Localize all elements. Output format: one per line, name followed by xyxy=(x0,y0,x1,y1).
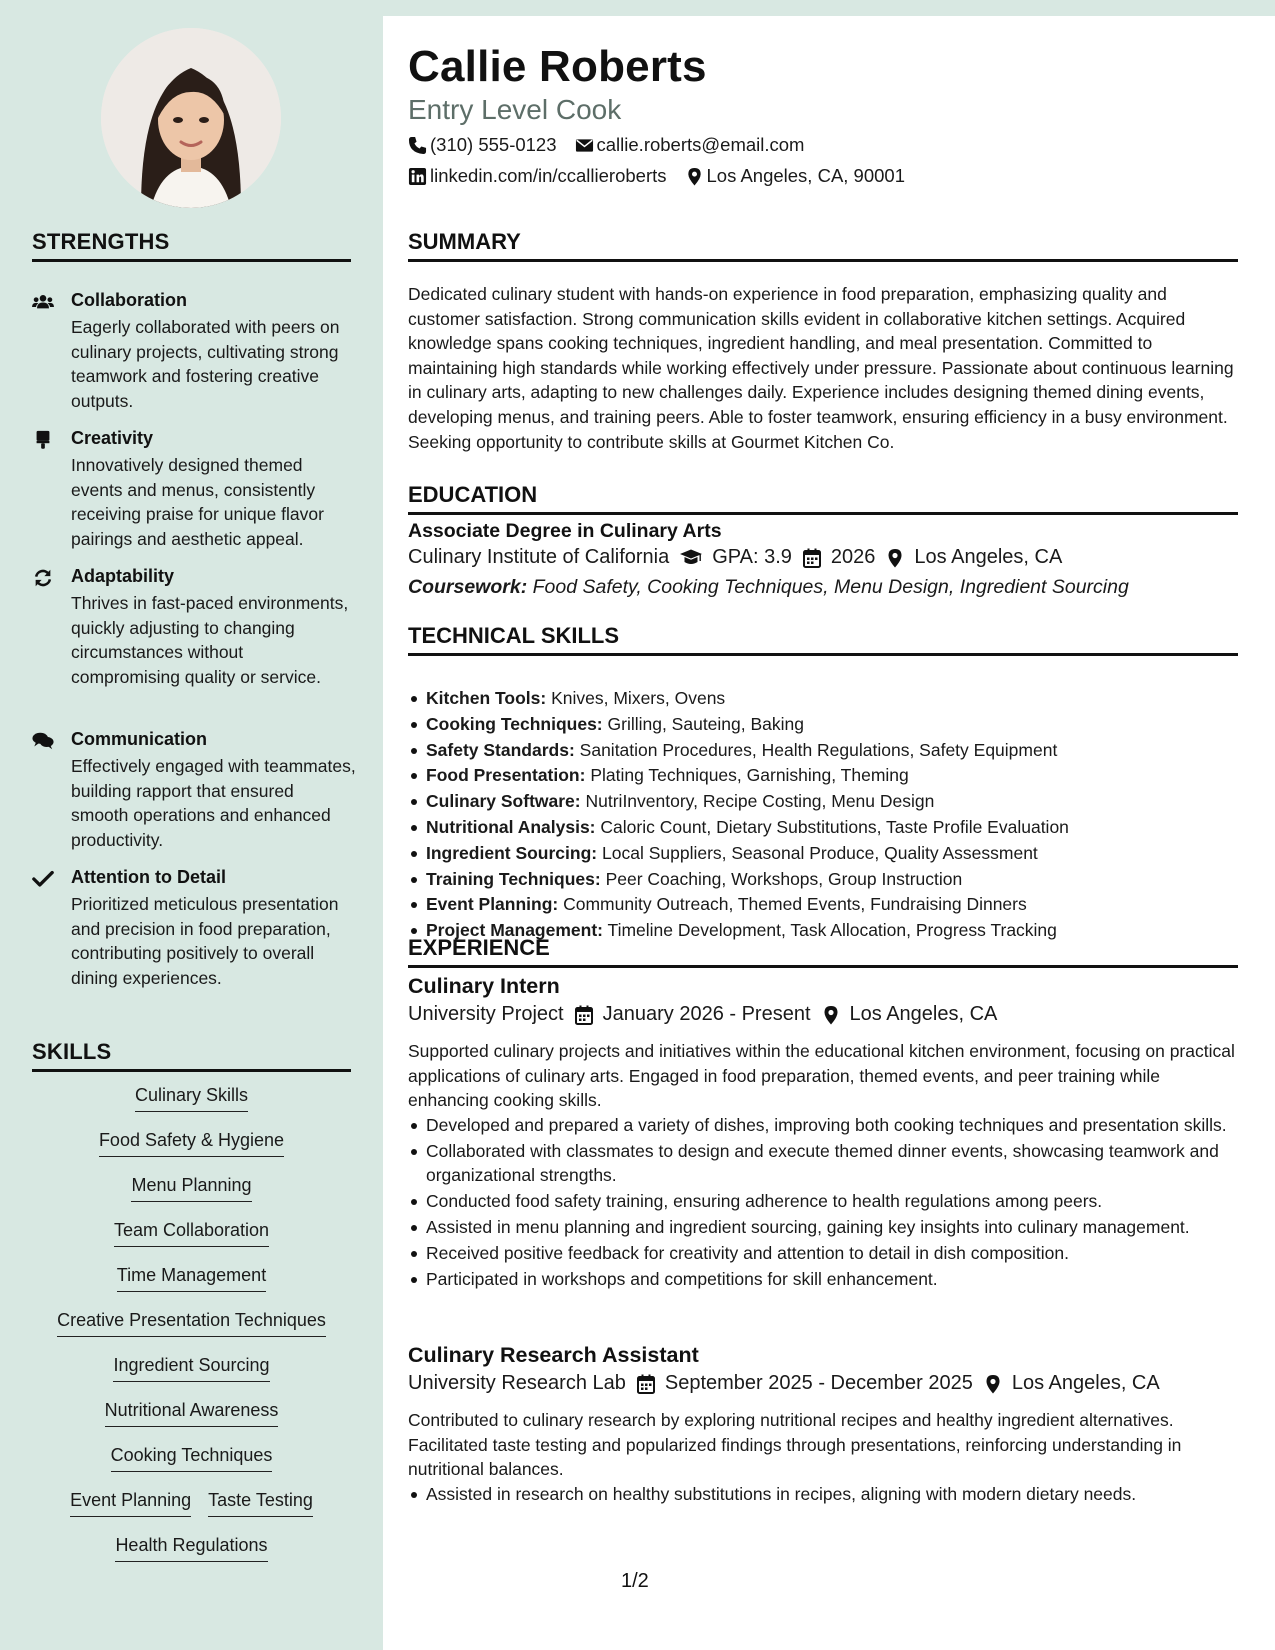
dates-item xyxy=(636,1372,973,1395)
skill-tag: Ingredient Sourcing xyxy=(113,1352,269,1382)
strength-title: Collaboration xyxy=(71,290,187,310)
users-icon xyxy=(32,292,56,312)
location-text: Los Angeles, CA, 90001 xyxy=(706,165,906,186)
linkedin-icon xyxy=(408,167,430,186)
job-meta xyxy=(408,1003,997,1026)
skill-values: Timeline Development, Task Allocation, Progress Tracking xyxy=(607,920,1057,941)
strength-description: Eagerly collaborated with peers on culinary projects, cultivating strong teamwork and fostering creative outputs. xyxy=(71,317,340,411)
location-text: Los Angeles, CA xyxy=(849,1003,998,1025)
list-item xyxy=(408,841,1238,867)
contact-row xyxy=(408,165,905,187)
profile-photo xyxy=(101,28,281,208)
list-item: Participated in workshops and competitions for skill enhancement. xyxy=(408,1267,1238,1291)
education-heading: EDUCATION xyxy=(408,482,1238,515)
job-summary: Contributed to culinary research by exploring nutritional recipes and healthy ingredient alternatives. Facilitated taste testing and popularized findings through presentations, reinforcing understanding in nutritional balances. xyxy=(408,1410,1182,1480)
strength-title: Creativity xyxy=(71,428,154,448)
skill-category: Kitchen Tools: xyxy=(426,688,547,708)
list-item xyxy=(408,789,1238,815)
technical-skills-list xyxy=(408,686,1238,944)
location-item xyxy=(983,1372,1160,1395)
dates-text: September 2025 - December 2025 xyxy=(664,1372,973,1394)
strength-description: Effectively engaged with teammates, building rapport that ensured smooth operations and enhanced productivity. xyxy=(71,756,356,850)
phone-icon xyxy=(408,136,430,155)
contact-location xyxy=(685,165,906,187)
list-item xyxy=(408,867,1238,893)
map-marker-icon xyxy=(685,167,707,186)
skill-tag: Health Regulations xyxy=(115,1532,267,1562)
comments-icon xyxy=(32,731,56,751)
sync-icon xyxy=(32,568,56,588)
technical-skills-heading: TECHNICAL SKILLS xyxy=(408,623,1238,656)
location-text: Los Angeles, CA xyxy=(914,546,1063,568)
skill-tag: Team Collaboration xyxy=(114,1217,269,1247)
skill-tag: Time Management xyxy=(117,1262,266,1292)
list-item xyxy=(408,763,1238,789)
degree-title: Associate Degree in Culinary Arts xyxy=(408,520,722,542)
gpa-item xyxy=(679,546,792,569)
graduation-cap-icon xyxy=(679,548,712,568)
list-item xyxy=(408,712,1238,738)
list-item: Developed and prepared a variety of dishes, improving both cooking techniques and presentation skills. xyxy=(408,1113,1238,1137)
skill-values: Knives, Mixers, Ovens xyxy=(551,688,726,708)
page-number: 1/2 xyxy=(621,1570,649,1592)
skill-category: Event Planning: xyxy=(426,894,559,915)
skill-category: Safety Standards: xyxy=(426,739,575,760)
skill-values: Peer Coaching, Workshops, Group Instruction xyxy=(605,868,963,889)
linkedin-link[interactable]: linkedin.com/in/ccallieroberts xyxy=(430,165,667,186)
job-title: Entry Level Cook xyxy=(408,94,622,125)
list-item xyxy=(408,892,1238,918)
summary-heading: SUMMARY xyxy=(408,229,1238,262)
school-name: Culinary Institute of California xyxy=(408,546,670,568)
job-summary: Supported culinary projects and initiatives within the educational kitchen environment, focusing on practical applications of culinary arts. Engaged in food preparation, themed events, and peer training while enhancing cooking skills. xyxy=(408,1041,1235,1111)
list-item: Received positive feedback for creativity and attention to detail in dish composition. xyxy=(408,1241,1238,1265)
envelope-icon xyxy=(575,136,597,155)
list-item: Collaborated with classmates to design and execute themed dinner events, showcasing teamwork and organizational strengths. xyxy=(408,1139,1238,1187)
location-text: Los Angeles, CA xyxy=(1011,1372,1160,1394)
skill-category: Training Techniques: xyxy=(426,868,601,889)
experience-heading: EXPERIENCE xyxy=(408,935,1238,968)
skill-tag: Creative Presentation Techniques xyxy=(57,1307,326,1337)
coursework-text: Food Safety, Cooking Techniques, Menu Design, Ingredient Sourcing xyxy=(532,576,1129,598)
skills-list xyxy=(32,1082,351,1577)
skill-category: Cooking Techniques: xyxy=(426,713,603,734)
strength-title: Adaptability xyxy=(71,566,175,586)
calendar-icon xyxy=(636,1374,665,1394)
skill-values: Local Suppliers, Seasonal Produce, Quality Assessment xyxy=(602,842,1038,863)
strength-title: Communication xyxy=(71,729,208,749)
calendar-icon xyxy=(574,1005,603,1025)
sidebar xyxy=(0,0,383,1650)
strength-description: Prioritized meticulous presentation and precision in food preparation, contributing positively to overall dining experiences. xyxy=(71,894,339,988)
skill-category: Project Management: xyxy=(426,920,603,941)
dates-text: January 2026 - Present xyxy=(602,1003,811,1025)
calendar-icon xyxy=(802,548,831,568)
organization: University Research Lab xyxy=(408,1372,626,1394)
skill-values: Grilling, Sauteing, Baking xyxy=(607,713,804,734)
strength-description: Innovatively designed themed events and menus, consistently receiving praise for unique flavor pairings and aesthetic appeal. xyxy=(71,455,324,549)
list-item xyxy=(408,686,1238,712)
skill-values: Caloric Count, Dietary Substitutions, Taste Profile Evaluation xyxy=(600,816,1069,837)
skill-category: Food Presentation: xyxy=(426,765,586,786)
strength-description: Thrives in fast-paced environments, quickly adjusting to changing circumstances without compromising quality or service. xyxy=(71,593,349,687)
skill-values: Sanitation Procedures, Health Regulations, Safety Equipment xyxy=(579,739,1058,760)
job-meta xyxy=(408,1372,1160,1395)
paint-brush-icon xyxy=(32,430,56,450)
phone-text: (310) 555-0123 xyxy=(430,134,557,155)
skill-category: Nutritional Analysis: xyxy=(426,816,596,837)
list-item xyxy=(408,738,1238,764)
gpa-text: GPA: 3.9 xyxy=(712,546,792,568)
skill-category: Culinary Software: xyxy=(426,791,581,812)
year-text: 2026 xyxy=(830,546,876,568)
main-content xyxy=(383,16,1275,1650)
list-item xyxy=(408,815,1238,841)
skill-category: Ingredient Sourcing: xyxy=(426,842,598,863)
job-bullets xyxy=(408,1482,1238,1508)
skill-tag: Menu Planning xyxy=(131,1172,251,1202)
map-marker-icon xyxy=(885,548,914,568)
location-item xyxy=(821,1003,998,1026)
skills-heading: SKILLS xyxy=(32,1039,351,1072)
location-item xyxy=(885,546,1062,569)
skill-tag: Nutritional Awareness xyxy=(105,1397,279,1427)
dates-item xyxy=(574,1003,811,1026)
candidate-name: Callie Roberts xyxy=(408,42,707,91)
summary-text: Dedicated culinary student with hands-on experience in food preparation, emphasizing quality and customer satisfaction. Strong communication skills evident in collaborative kitchen settings. Acquired knowledge spans cooking techniques, ingredient handling, and meal presentation. Committed to maintaining high standards while working effectively under pressure. Passionate about continuous learning in culinary arts, adapting to new challenges daily. Experience includes designing themed dining events, developing menus, and training peers. Able to foster teamwork, ensuring efficiency in a busy environment. Seeking opportunity to contribute skills at Gourmet Kitchen Co. xyxy=(408,284,1234,452)
map-marker-icon xyxy=(821,1005,850,1025)
skill-tag: Taste Testing xyxy=(208,1487,313,1517)
skill-tag: Event Planning xyxy=(70,1487,191,1517)
list-item: Assisted in menu planning and ingredient sourcing, gaining key insights into culinary management. xyxy=(408,1215,1238,1239)
coursework xyxy=(408,576,1129,599)
contact-row xyxy=(408,134,804,156)
coursework-label: Coursework: xyxy=(408,576,528,598)
job-bullets xyxy=(408,1113,1238,1293)
education-meta xyxy=(408,546,1062,569)
check-icon xyxy=(32,869,56,889)
skill-tag: Cooking Techniques xyxy=(111,1442,273,1472)
year-item xyxy=(802,546,876,569)
job-title: Culinary Intern xyxy=(408,974,560,998)
skill-values: Community Outreach, Themed Events, Fundraising Dinners xyxy=(563,894,1027,915)
strength-title: Attention to Detail xyxy=(71,867,226,887)
skill-tag: Food Safety & Hygiene xyxy=(99,1127,284,1157)
skill-values: Plating Techniques, Garnishing, Theming xyxy=(590,765,909,786)
job-title: Culinary Research Assistant xyxy=(408,1343,699,1367)
contact-email[interactable] xyxy=(575,134,805,156)
organization: University Project xyxy=(408,1003,564,1025)
skill-tag: Culinary Skills xyxy=(135,1082,248,1112)
strengths-heading: STRENGTHS xyxy=(32,229,351,262)
email-link[interactable]: callie.roberts@email.com xyxy=(596,134,805,155)
list-item: Conducted food safety training, ensuring adherence to health regulations among peers. xyxy=(408,1189,1238,1213)
list-item: Assisted in research on healthy substitutions in recipes, aligning with modern dietary needs. xyxy=(408,1482,1238,1506)
skill-values: NutriInventory, Recipe Costing, Menu Design xyxy=(585,791,935,812)
contact-linkedin[interactable] xyxy=(408,165,667,187)
map-marker-icon xyxy=(983,1374,1012,1394)
contact-phone xyxy=(408,134,557,156)
